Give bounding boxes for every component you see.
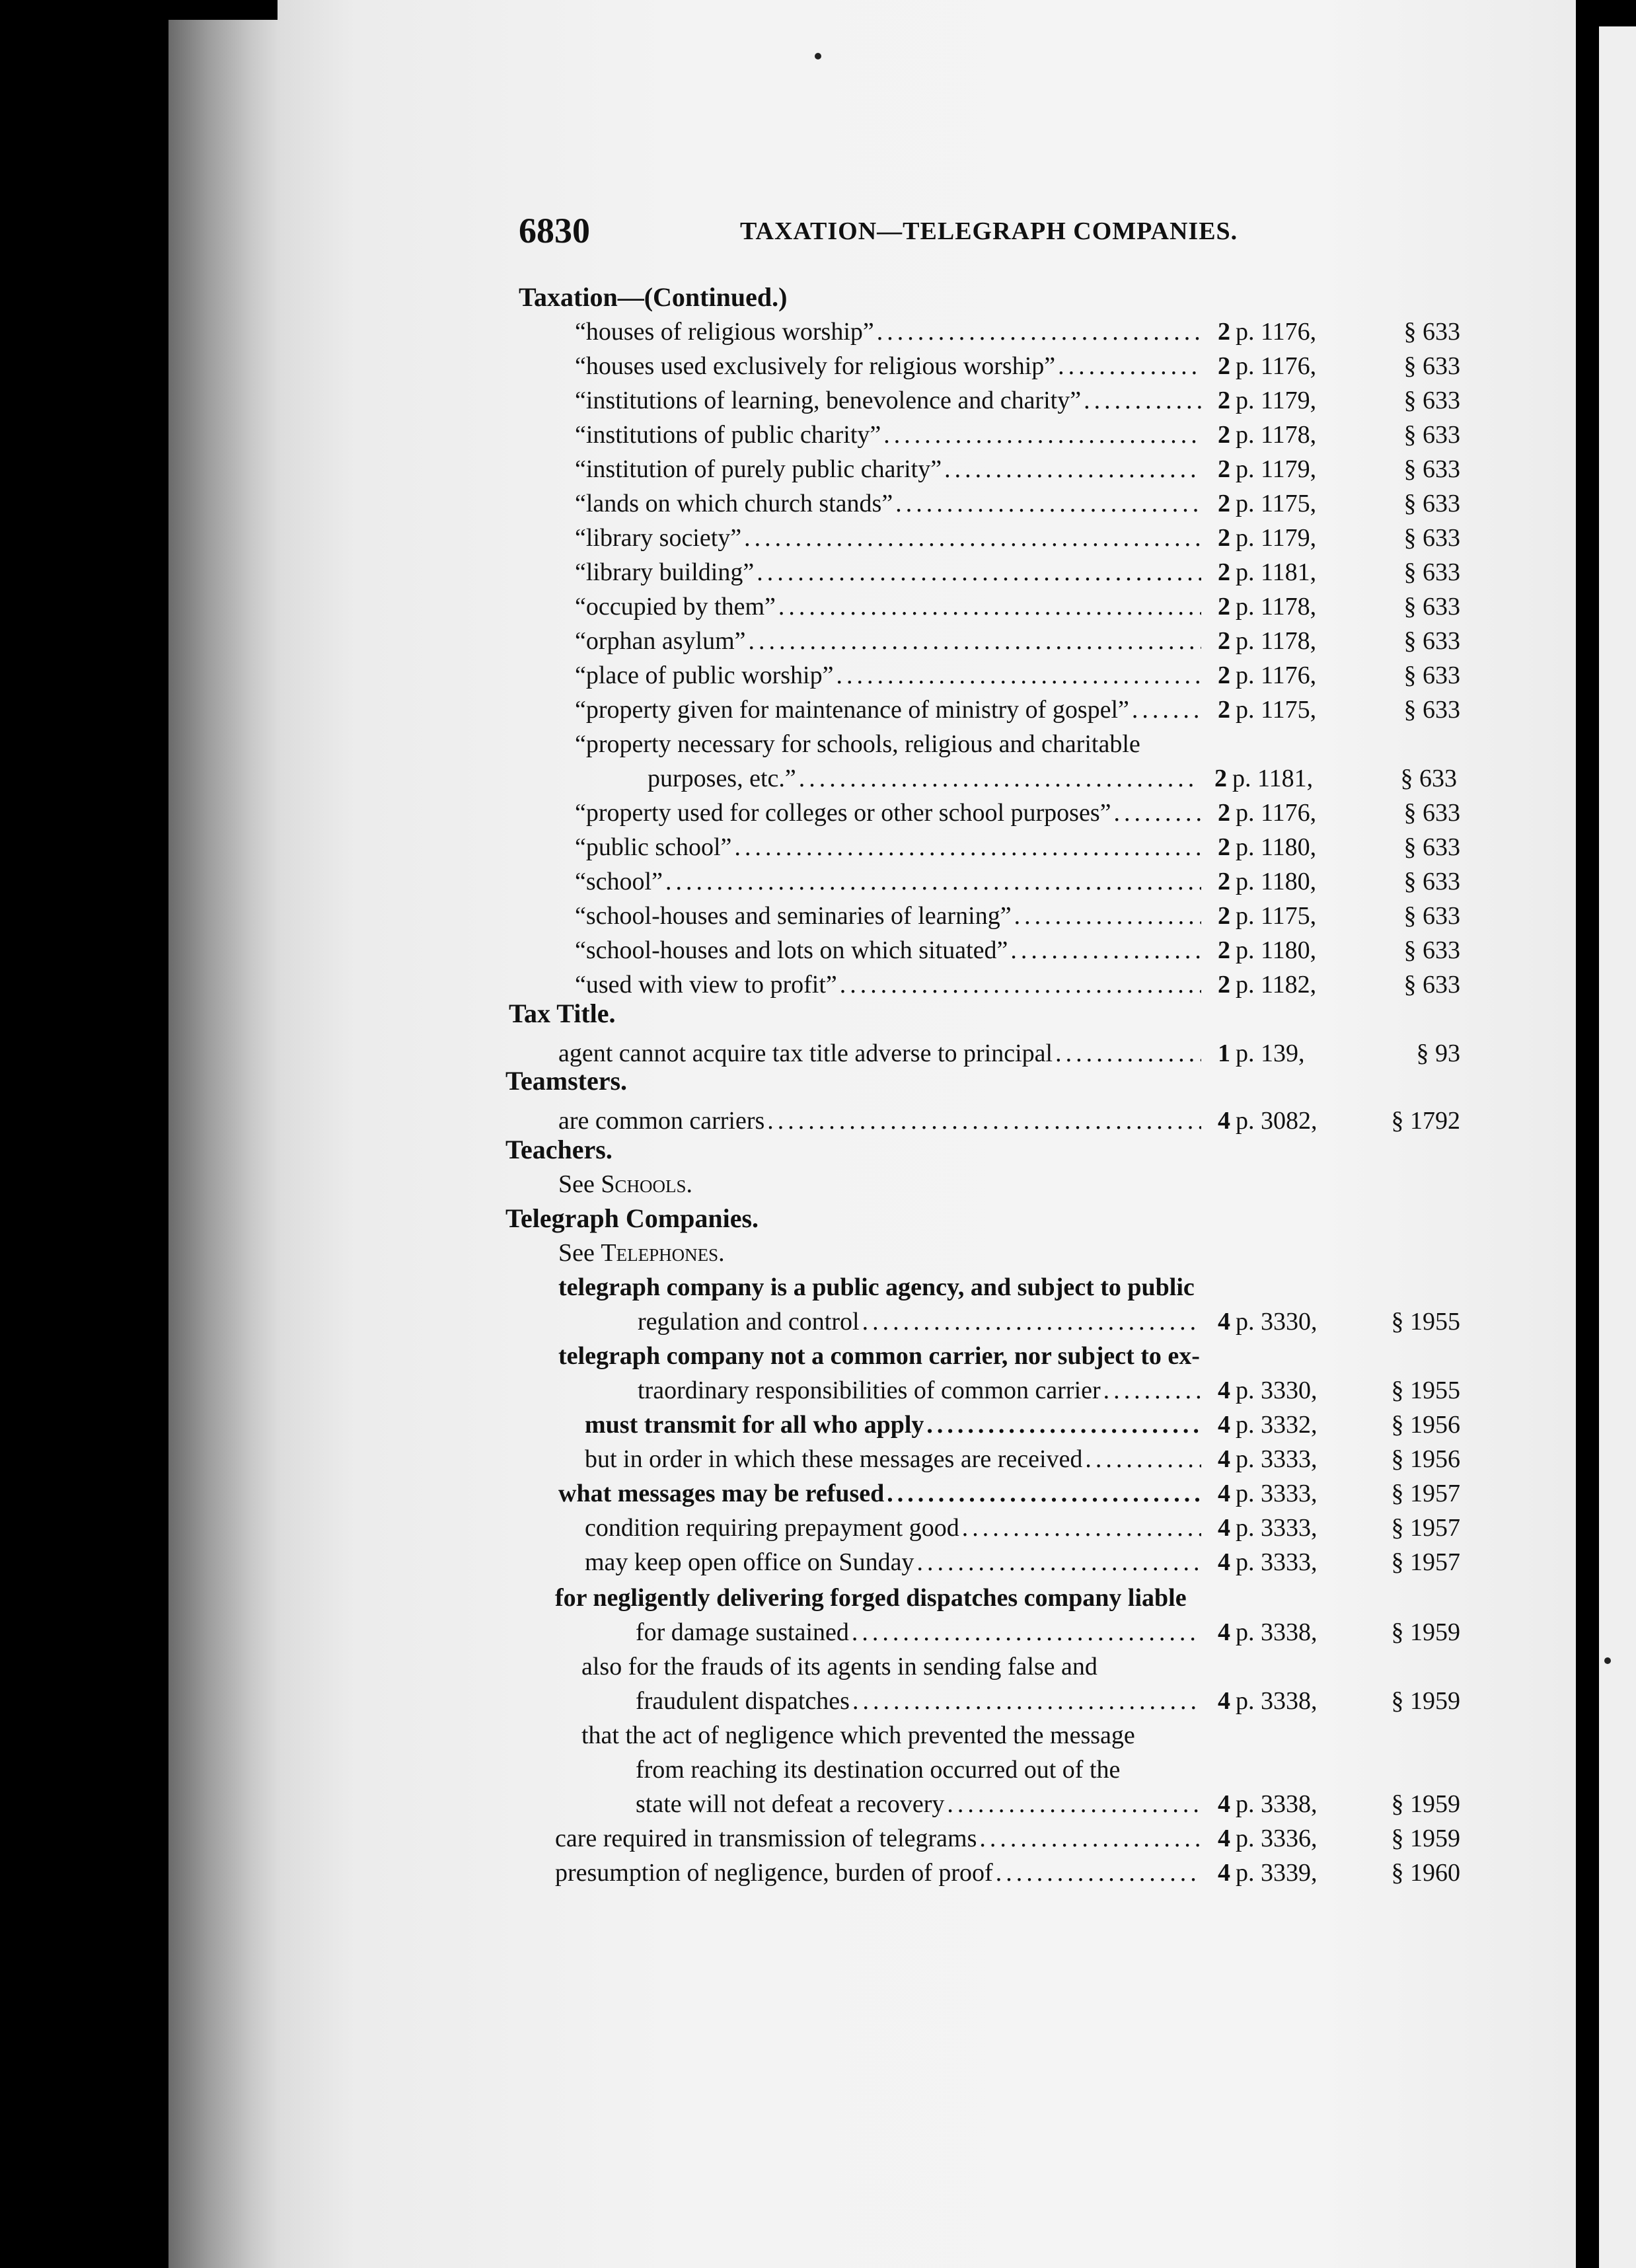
dot-leader <box>944 452 1201 486</box>
volume-ref: 2 <box>1218 936 1230 964</box>
entry-text: “institutions of public charity” <box>575 421 881 449</box>
volume-ref: 2 <box>1218 971 1230 999</box>
dot-leader <box>1113 796 1201 830</box>
section-ref: § 1956 <box>1391 1411 1460 1439</box>
section-heading-telegraph-companies: Telegraph Companies. <box>505 1203 759 1233</box>
entry-line: also for the frauds of its agents in sending false and <box>581 1653 1097 1681</box>
page-ref: p. 1176, <box>1236 799 1317 827</box>
index-entry <box>585 1408 1460 1442</box>
index-entry <box>575 555 1460 589</box>
page-ref: p. 3333, <box>1236 1548 1318 1576</box>
index-entry <box>638 1373 1460 1408</box>
section-ref: § 633 <box>1403 524 1460 552</box>
page-ref: p. 3336, <box>1236 1825 1318 1852</box>
dot-leader <box>799 761 1198 796</box>
page-ref: p. 1175, <box>1236 490 1317 517</box>
dot-leader <box>757 555 1201 589</box>
section-ref: § 633 <box>1403 902 1460 930</box>
index-entry <box>575 349 1460 383</box>
entry-text: but in order in which these messages are received <box>585 1445 1083 1473</box>
dot-leader <box>979 1821 1201 1856</box>
index-entry <box>575 383 1460 418</box>
dot-leader <box>895 486 1201 521</box>
dot-leader <box>887 1476 1201 1511</box>
section-ref: § 1959 <box>1391 1618 1460 1646</box>
page-ref: p. 3330, <box>1236 1308 1318 1336</box>
volume-ref: 2 <box>1218 902 1230 930</box>
volume-ref: 2 <box>1218 799 1230 827</box>
section-ref: § 633 <box>1403 593 1460 621</box>
entry-text: “school-houses and lots on which situated” <box>575 936 1008 964</box>
entry-text: “institution of purely public charity” <box>575 455 942 483</box>
index-entry <box>585 1545 1460 1579</box>
page-ref: p. 3082, <box>1236 1107 1318 1135</box>
page-ref: p. 3338, <box>1236 1618 1318 1646</box>
index-entry <box>575 830 1460 864</box>
section-ref: § 633 <box>1403 455 1460 483</box>
index-entry <box>575 796 1460 830</box>
dot-leader <box>877 315 1201 349</box>
entry-text: “school-houses and seminaries of learning” <box>575 902 1012 930</box>
dot-leader <box>1132 693 1201 727</box>
page-ref: p. 1180, <box>1236 868 1317 895</box>
index-entry <box>636 1787 1460 1821</box>
page-ref: p. 3333, <box>1236 1480 1318 1507</box>
index-entry <box>558 1104 1460 1138</box>
entry-text: are common carriers <box>558 1107 765 1135</box>
dot-leader <box>862 1304 1201 1339</box>
dot-leader <box>1014 899 1201 933</box>
index-entry <box>575 967 1460 1002</box>
volume-ref: 2 <box>1218 490 1230 517</box>
volume-ref: 2 <box>1218 833 1230 861</box>
index-entry <box>575 693 1460 727</box>
volume-ref: 4 <box>1218 1859 1230 1887</box>
dot-leader <box>916 1545 1201 1579</box>
section-heading-tax-title: Tax Title. <box>509 999 616 1028</box>
dot-leader <box>1084 383 1201 418</box>
section-heading-taxation: Taxation—(Continued.) <box>519 282 788 312</box>
index-entry <box>636 1615 1460 1649</box>
page-ref: p. 1180, <box>1236 936 1317 964</box>
dot-leader <box>767 1104 1201 1138</box>
dot-leader <box>840 967 1201 1002</box>
dot-leader <box>852 1615 1201 1649</box>
entry-text: must transmit for all who apply <box>585 1411 924 1439</box>
page-ref: p. 139, <box>1236 1040 1305 1067</box>
index-entry <box>638 1304 1460 1339</box>
volume-ref: 2 <box>1218 318 1230 346</box>
section-ref: § 1955 <box>1391 1308 1460 1336</box>
section-ref: § 1959 <box>1391 1790 1460 1818</box>
page-ref: p. 3338, <box>1236 1687 1318 1715</box>
volume-ref: 1 <box>1218 1040 1230 1067</box>
index-entry <box>558 1036 1460 1071</box>
section-ref: § 633 <box>1403 558 1460 586</box>
entry-text: “occupied by them” <box>575 593 776 621</box>
volume-ref: 2 <box>1218 558 1230 586</box>
entry-text: for damage sustained <box>636 1618 849 1646</box>
dot-leader <box>734 830 1201 864</box>
section-ref: § 1792 <box>1391 1107 1460 1135</box>
section-ref: § 633 <box>1403 352 1460 380</box>
index-entry <box>558 1476 1460 1511</box>
page-ref: p. 1178, <box>1236 593 1317 621</box>
see-word: See <box>558 1239 595 1267</box>
entry-text: traordinary responsibilities of common carrier <box>638 1377 1101 1404</box>
see-word: See <box>558 1170 595 1198</box>
index-entry <box>575 864 1460 899</box>
ink-speck <box>1604 1657 1611 1664</box>
entry-text: presumption of negligence, burden of proof <box>555 1859 993 1887</box>
page-ref: p. 1175, <box>1236 902 1317 930</box>
section-ref: § 1956 <box>1391 1445 1460 1473</box>
page-ref: p. 1176, <box>1236 318 1317 346</box>
entry-text: “houses of religious worship” <box>575 318 874 346</box>
page-ref: p. 3333, <box>1236 1445 1318 1473</box>
page-ref: p. 1176, <box>1236 662 1317 689</box>
entry-text: may keep open office on Sunday <box>585 1548 914 1576</box>
entry-line: telegraph company not a common carrier, nor subject to ex- <box>558 1342 1200 1370</box>
cross-reference <box>558 1236 725 1270</box>
index-entry <box>555 1821 1460 1856</box>
entry-line: telegraph company is a public agency, and subject to public <box>558 1273 1195 1301</box>
dot-leader <box>996 1856 1201 1890</box>
page-ref: p. 1179, <box>1236 524 1317 552</box>
volume-ref: 2 <box>1214 765 1227 792</box>
section-ref: § 633 <box>1403 421 1460 449</box>
entry-text: agent cannot acquire tax title adverse to principal <box>558 1040 1053 1067</box>
page-ref: p. 3330, <box>1236 1377 1318 1404</box>
page-ref: p. 3339, <box>1236 1859 1318 1887</box>
index-entry <box>575 933 1460 967</box>
entry-text: “institutions of learning, benevolence and charity” <box>575 387 1082 414</box>
volume-ref: 2 <box>1218 868 1230 895</box>
entry-text: “public school” <box>575 833 732 861</box>
volume-ref: 2 <box>1218 662 1230 689</box>
entry-text: “school” <box>575 868 663 895</box>
entry-text: what messages may be refused <box>558 1480 885 1507</box>
dot-leader <box>778 589 1201 624</box>
entry-text: “lands on which church stands” <box>575 490 893 517</box>
page-ref: p. 3332, <box>1236 1411 1318 1439</box>
entry-line: for negligently delivering forged dispatches company liable <box>555 1584 1187 1612</box>
entry-text: “property given for maintenance of ministry of gospel” <box>575 696 1129 724</box>
entry-text: “place of public worship” <box>575 662 834 689</box>
volume-ref: 4 <box>1218 1445 1230 1473</box>
section-ref: § 1957 <box>1391 1514 1460 1542</box>
section-ref: § 633 <box>1403 490 1460 517</box>
ink-speck <box>815 53 821 59</box>
page-ref: p. 3333, <box>1236 1514 1318 1542</box>
page-ref: p. 1176, <box>1236 352 1317 380</box>
page-ref: p. 1180, <box>1236 833 1317 861</box>
index-entry <box>575 658 1460 693</box>
index-entry <box>636 1684 1460 1718</box>
dot-leader <box>1055 1036 1201 1071</box>
page-number: 6830 <box>519 211 590 250</box>
entry-text: “library society” <box>575 524 742 552</box>
section-ref: § 633 <box>1403 696 1460 724</box>
volume-ref: 4 <box>1218 1790 1230 1818</box>
index-entry <box>575 899 1460 933</box>
volume-ref: 2 <box>1218 627 1230 655</box>
volume-ref: 4 <box>1218 1514 1230 1542</box>
volume-ref: 4 <box>1218 1411 1230 1439</box>
dot-leader <box>1085 1442 1201 1476</box>
volume-ref: 2 <box>1218 593 1230 621</box>
section-ref: § 633 <box>1403 318 1460 346</box>
volume-ref: 2 <box>1218 421 1230 449</box>
volume-ref: 4 <box>1218 1377 1230 1404</box>
entry-line: from reaching its destination occurred out of the <box>636 1756 1121 1784</box>
volume-ref: 2 <box>1218 455 1230 483</box>
dot-leader <box>665 864 1201 899</box>
volume-ref: 4 <box>1218 1308 1230 1336</box>
index-entry <box>575 452 1460 486</box>
page-ref: p. 1175, <box>1236 696 1317 724</box>
running-head: TAXATION—TELEGRAPH COMPANIES. <box>740 217 1238 245</box>
page-ref: p. 1178, <box>1236 421 1317 449</box>
page-ref: p. 1181, <box>1236 558 1317 586</box>
section-ref: § 633 <box>1403 799 1460 827</box>
entry-line: that the act of negligence which prevented the message <box>581 1721 1135 1749</box>
section-heading-teamsters: Teamsters. <box>505 1066 628 1096</box>
dot-leader <box>1010 933 1201 967</box>
section-ref: § 1960 <box>1391 1859 1460 1887</box>
dot-leader <box>749 624 1201 658</box>
section-ref: § 1959 <box>1391 1825 1460 1852</box>
entry-text: state will not defeat a recovery <box>636 1790 945 1818</box>
entry-text: purposes, etc.” <box>648 765 796 792</box>
entry-text: care required in transmission of telegrams <box>555 1825 977 1852</box>
section-ref: § 93 <box>1416 1040 1460 1067</box>
index-entry <box>585 1511 1460 1545</box>
page-ref: p. 1181, <box>1232 765 1314 792</box>
page-fold-shadow <box>168 20 281 2268</box>
section-ref: § 1957 <box>1391 1548 1460 1576</box>
section-ref: § 633 <box>1400 765 1457 792</box>
volume-ref: 4 <box>1218 1107 1230 1135</box>
section-ref: § 633 <box>1403 387 1460 414</box>
volume-ref: 4 <box>1218 1548 1230 1576</box>
section-ref: § 1955 <box>1391 1377 1460 1404</box>
volume-ref: 2 <box>1218 387 1230 414</box>
cross-reference <box>558 1167 692 1201</box>
see-target: Schools. <box>601 1170 693 1198</box>
dot-leader <box>836 658 1201 693</box>
index-entry <box>585 1442 1460 1476</box>
section-ref: § 633 <box>1403 868 1460 895</box>
see-target: Telephones. <box>601 1239 725 1267</box>
volume-ref: 4 <box>1218 1825 1230 1852</box>
entry-text: regulation and control <box>638 1308 860 1336</box>
volume-ref: 4 <box>1218 1480 1230 1507</box>
section-ref: § 633 <box>1403 662 1460 689</box>
dot-leader <box>962 1511 1201 1545</box>
page-ref: p. 1179, <box>1236 387 1317 414</box>
index-entry <box>575 589 1460 624</box>
section-ref: § 633 <box>1403 971 1460 999</box>
section-ref: § 1957 <box>1391 1480 1460 1507</box>
page-ref: p. 1179, <box>1236 455 1317 483</box>
entry-text: “used with view to profit” <box>575 971 837 999</box>
section-ref: § 633 <box>1403 627 1460 655</box>
dot-leader <box>926 1408 1201 1442</box>
index-entry <box>575 418 1460 452</box>
dot-leader <box>1058 349 1201 383</box>
entry-text: fraudulent dispatches <box>636 1687 850 1715</box>
index-entry <box>575 315 1460 349</box>
next-page-edge <box>1599 26 1636 2268</box>
dot-leader <box>852 1684 1201 1718</box>
entry-text: condition requiring prepayment good <box>585 1514 959 1542</box>
index-entry <box>575 521 1460 555</box>
dot-leader <box>883 418 1201 452</box>
volume-ref: 2 <box>1218 352 1230 380</box>
index-entry <box>575 624 1460 658</box>
volume-ref: 2 <box>1218 524 1230 552</box>
page-ref: p. 1178, <box>1236 627 1317 655</box>
section-ref: § 633 <box>1403 936 1460 964</box>
section-heading-teachers: Teachers. <box>505 1135 613 1164</box>
section-ref: § 1959 <box>1391 1687 1460 1715</box>
dot-leader <box>744 521 1201 555</box>
entry-text: “library building” <box>575 558 755 586</box>
volume-ref: 4 <box>1218 1618 1230 1646</box>
dot-leader <box>947 1787 1201 1821</box>
volume-ref: 2 <box>1218 696 1230 724</box>
page-ref: p. 1182, <box>1236 971 1317 999</box>
index-entry <box>575 486 1460 521</box>
index-entry <box>648 761 1457 796</box>
entry-line: “property necessary for schools, religious and charitable <box>575 730 1140 758</box>
page-ref: p. 3338, <box>1236 1790 1318 1818</box>
entry-text: “orphan asylum” <box>575 627 746 655</box>
entry-text: “property used for colleges or other school purposes” <box>575 799 1111 827</box>
volume-ref: 4 <box>1218 1687 1230 1715</box>
section-ref: § 633 <box>1403 833 1460 861</box>
entry-text: “houses used exclusively for religious worship” <box>575 352 1056 380</box>
index-entry <box>555 1856 1460 1890</box>
dot-leader <box>1103 1373 1201 1408</box>
